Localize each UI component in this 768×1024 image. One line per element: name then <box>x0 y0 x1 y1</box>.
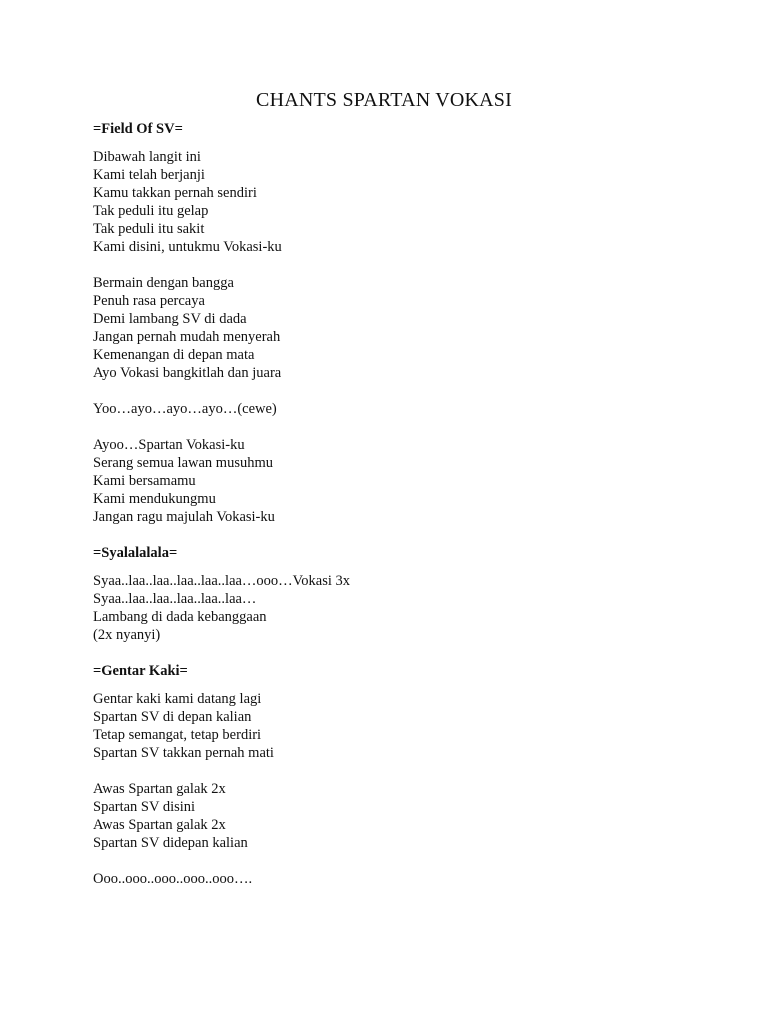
lyric-line: Jangan ragu majulah Vokasi-ku <box>93 509 275 525</box>
lyric-line: Kemenangan di depan mata <box>93 347 255 363</box>
lyric-line: (2x nyanyi) <box>93 627 161 643</box>
lyric-line: Bermain dengan bangga <box>93 275 234 291</box>
lyric-line: Kami mendukungmu <box>93 491 216 507</box>
lyric-line: Demi lambang SV di dada <box>93 311 247 327</box>
lyric-line: Ayo Vokasi bangkitlah dan juara <box>93 365 282 381</box>
stanza <box>93 400 693 418</box>
lyric-line: Lambang di dada kebanggaan <box>93 609 267 625</box>
lyric-line: Awas Spartan galak 2x <box>93 781 226 797</box>
lyric-line: Spartan SV disini <box>93 799 196 815</box>
stanza <box>93 690 693 762</box>
lyric-line: Penuh rasa percaya <box>93 293 205 309</box>
stanza <box>93 780 693 852</box>
section-gentar-kaki <box>93 662 693 888</box>
lyric-line: Syaa..laa..laa..laa..laa..laa…ooo…Vokasi 3x <box>93 573 351 589</box>
lyric-line: Spartan SV didepan kalian <box>93 835 248 851</box>
lyric-line: Spartan SV di depan kalian <box>93 709 252 725</box>
lyric-line: Kami telah berjanji <box>93 167 205 183</box>
lyric-line: Yoo…ayo…ayo…ayo…(cewe) <box>93 401 277 417</box>
lyric-line: Ooo..ooo..ooo..ooo..ooo…. <box>93 871 253 887</box>
stanza <box>93 148 693 256</box>
section-heading: =Field Of SV= <box>93 121 183 137</box>
section-field-of-sv <box>93 120 693 526</box>
lyric-line: Gentar kaki kami datang lagi <box>93 691 262 707</box>
lyric-line: Kamu takkan pernah sendiri <box>93 185 257 201</box>
lyric-line: Spartan SV takkan pernah mati <box>93 745 274 761</box>
section-heading: =Gentar Kaki= <box>93 663 188 679</box>
document-title: CHANTS SPARTAN VOKASI <box>256 89 512 111</box>
lyric-line: Syaa..laa..laa..laa..laa..laa… <box>93 591 257 607</box>
document-body <box>93 120 693 906</box>
lyric-line: Kami disini, untukmu Vokasi-ku <box>93 239 282 255</box>
stanza <box>93 572 693 644</box>
section-syalalalala <box>93 544 693 644</box>
lyric-line: Tak peduli itu gelap <box>93 203 209 219</box>
lyric-line: Serang semua lawan musuhmu <box>93 455 274 471</box>
lyric-line: Jangan pernah mudah menyerah <box>93 329 281 345</box>
stanza <box>93 870 693 888</box>
lyric-line: Kami bersamamu <box>93 473 196 489</box>
lyric-line: Awas Spartan galak 2x <box>93 817 226 833</box>
section-heading: =Syalalalala= <box>93 545 178 561</box>
stanza <box>93 274 693 382</box>
stanza <box>93 436 693 526</box>
lyric-line: Tak peduli itu sakit <box>93 221 205 237</box>
lyric-line: Dibawah langit ini <box>93 149 201 165</box>
lyric-line: Tetap semangat, tetap berdiri <box>93 727 262 743</box>
lyric-line: Ayoo…Spartan Vokasi-ku <box>93 437 245 453</box>
